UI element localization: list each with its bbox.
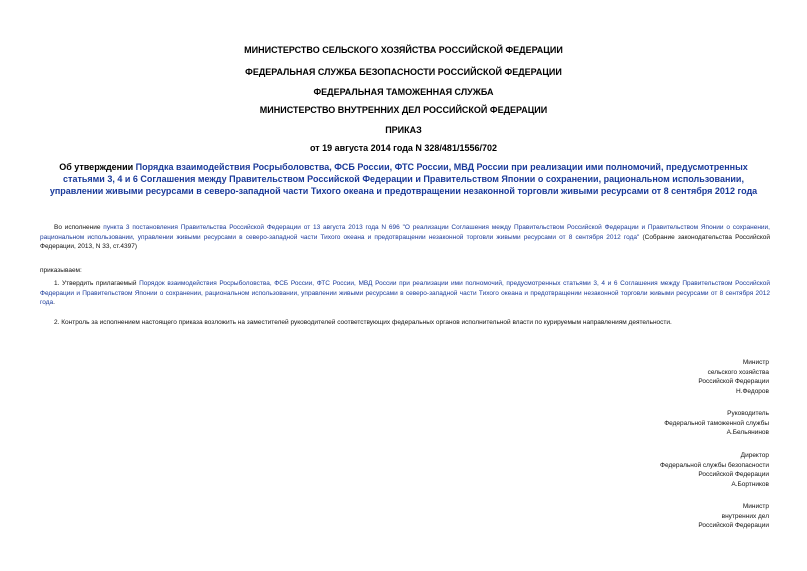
interior-ministry-heading: МИНИСТЕРСТВО ВНУТРЕННИХ ДЕЛ РОССИЙСКОЙ ФЕДЕРАЦИИ [259, 105, 548, 115]
signature-title: Руководитель [727, 410, 769, 417]
signature-name: Н.Федоров [735, 387, 769, 395]
order-word: приказываем: [40, 267, 82, 274]
item-1-prefix: 1. Утвердить прилагаемый [54, 280, 140, 287]
signature-org: сельского хозяйства [707, 368, 769, 376]
fsb-heading: ФЕДЕРАЛЬНАЯ СЛУЖБА БЕЗОПАСНОСТИ РОССИЙСКОЙ ФЕДЕРАЦИИ [245, 67, 562, 77]
signature-org: Федеральной службы безопасности [660, 461, 769, 469]
customs-heading: ФЕДЕРАЛЬНАЯ ТАМОЖЕННАЯ СЛУЖБА [313, 87, 494, 97]
signature-block-agriculture [569, 358, 769, 396]
signature-block-customs [569, 409, 769, 438]
signature-title: Министр [742, 359, 769, 366]
signature-org: Российской Федерации [698, 378, 769, 386]
document-type: ПРИКАЗ [385, 125, 422, 135]
subject-prefix: Об утверждении [59, 162, 136, 172]
signature-org: Российской Федерации [698, 522, 769, 530]
signature-org: внутренних дел [721, 512, 769, 520]
preamble-resolution-link[interactable]: пункта 3 постановления Правительства Российской Федерации от 13 августа 2013 года N 696 "О реализации Соглашения между Правительством Российской Федерации и Правительством Японии о сохранении, рациональном использовании, управлении живыми ресурсами в северо-западной части Тихого океана и предотвращении незаконной торговли живыми ресурсами от 8 сентября 2012 года" [40, 224, 770, 241]
ministry-agriculture-heading: МИНИСТЕРСТВО СЕЛЬСКОГО ХОЗЯЙСТВА РОССИЙСКОЙ ФЕДЕРАЦИИ [244, 45, 563, 55]
item-2-paragraph: 2. Контроль за исполнением настоящего приказа возложить на заместителей руководителей соответствующих федеральных органов исполнительной власти по курируемым направлениям деятельности. [54, 319, 672, 326]
signature-name: А.Бельянинов [726, 429, 769, 437]
preamble-suffix: (Собрание законодательства Российской Федерации, 2013, N 33, ст.4397) [40, 233, 770, 251]
item-1-procedure-link[interactable]: Порядок взаимодействия Росрыболовства, ФСБ России, ФТС России, МВД России при реализации ими полномочий, предусмотренных статьями 3, 4 и 6 Соглашения между Правительством Российской Федерации и Правительством Японии о сохранении, рациональном использовании, управлении живыми ресурсами в северо-западной части Тихого океана и предотвращении незаконной торговли живыми ресурсами от 8 сентября 2012 года [40, 280, 770, 307]
item-1-paragraph [40, 279, 770, 308]
preamble-prefix: Во исполнение [54, 224, 104, 231]
signature-name: А.Бортников [731, 480, 769, 488]
preamble-paragraph [40, 223, 770, 252]
signature-block-fsb [569, 451, 769, 489]
document-subject [40, 161, 767, 197]
item-1-suffix: . [53, 299, 55, 307]
signature-title: Директор [740, 452, 769, 459]
subject-procedure-link[interactable]: Порядка взаимодействия Росрыболовства, ФСБ России, ФТС России, МВД России при реализации ими полномочий, предусмотренных статьями 3, 4 и 6 Соглашения между Правительством Российской Федерации и Правительством Японии о сохранении, рациональном использовании, управлении живыми ресурсами в северо-западной части Тихого океана и предотвращении незаконной торговли живыми ресурсами от 8 сентября 2012 года [49, 162, 758, 196]
document-date-number: от 19 августа 2014 года N 328/481/1556/702 [309, 143, 497, 153]
signature-title: Министр [742, 503, 769, 510]
signature-block-interior [569, 502, 769, 531]
signature-org: Федеральной таможенной службы [664, 419, 769, 427]
signature-org: Российской Федерации [698, 471, 769, 479]
